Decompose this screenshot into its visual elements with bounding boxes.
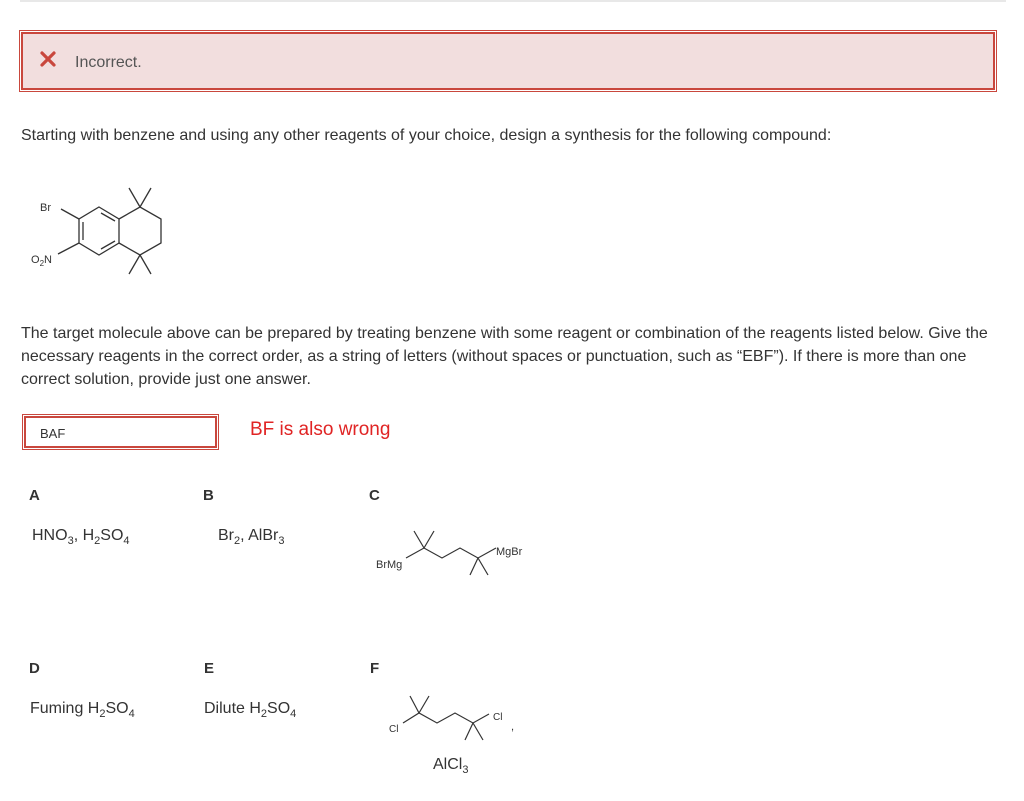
answer-value: BAF	[40, 426, 66, 441]
option-c-letter: C	[369, 487, 380, 504]
option-f-structure	[385, 690, 535, 750]
option-d-reagent: Fuming $H_2SO_4$	[30, 700, 135, 721]
close-icon	[39, 50, 57, 68]
option-a-reagent: $HNO_3$, $H_2SO_4$	[32, 527, 130, 548]
option-b-reagent: $Br_2$, AlBr$_3$	[218, 527, 285, 548]
option-c-left-label: BrMg	[376, 559, 403, 571]
option-e-letter: E	[204, 660, 215, 677]
feedback-banner	[21, 32, 995, 90]
option-b-letter: B	[203, 487, 214, 504]
bromo-label: Br	[40, 202, 51, 214]
question-prompt: Starting with benzene and using any other reagents of your choice, design a synthesis for the following compound:	[21, 127, 832, 144]
option-c-structure	[370, 525, 540, 585]
option-f-catalyst: AlCl$_3$	[433, 756, 469, 777]
option-e-reagent: Dilute $H_2SO_4$	[204, 700, 297, 721]
feedback-message: Incorrect.	[75, 54, 142, 71]
option-c-right-label: MgBr	[496, 546, 523, 558]
answer-input[interactable]	[24, 416, 217, 448]
target-structure	[20, 180, 200, 290]
option-f-letter: F	[370, 660, 380, 677]
option-f-comma: ,	[511, 721, 515, 733]
option-f-left-label: Cl	[389, 724, 399, 735]
nitro-label: $O_2N$	[31, 254, 52, 268]
option-d-letter: D	[29, 660, 40, 677]
option-f-right-label: Cl	[493, 712, 503, 723]
option-a-letter: A	[29, 487, 40, 504]
question-instructions: The target molecule above can be prepared by treating benzene with some reagent or combination of the reagents listed below. Give the necessary reagents in the correct order, as a string of letters (without spaces or punctuation, such as “EBF”). If there is more than one correct solution, provide just one answer.	[21, 325, 988, 388]
answer-note: BF is also wrong	[250, 419, 391, 440]
top-divider	[20, 0, 1006, 2]
